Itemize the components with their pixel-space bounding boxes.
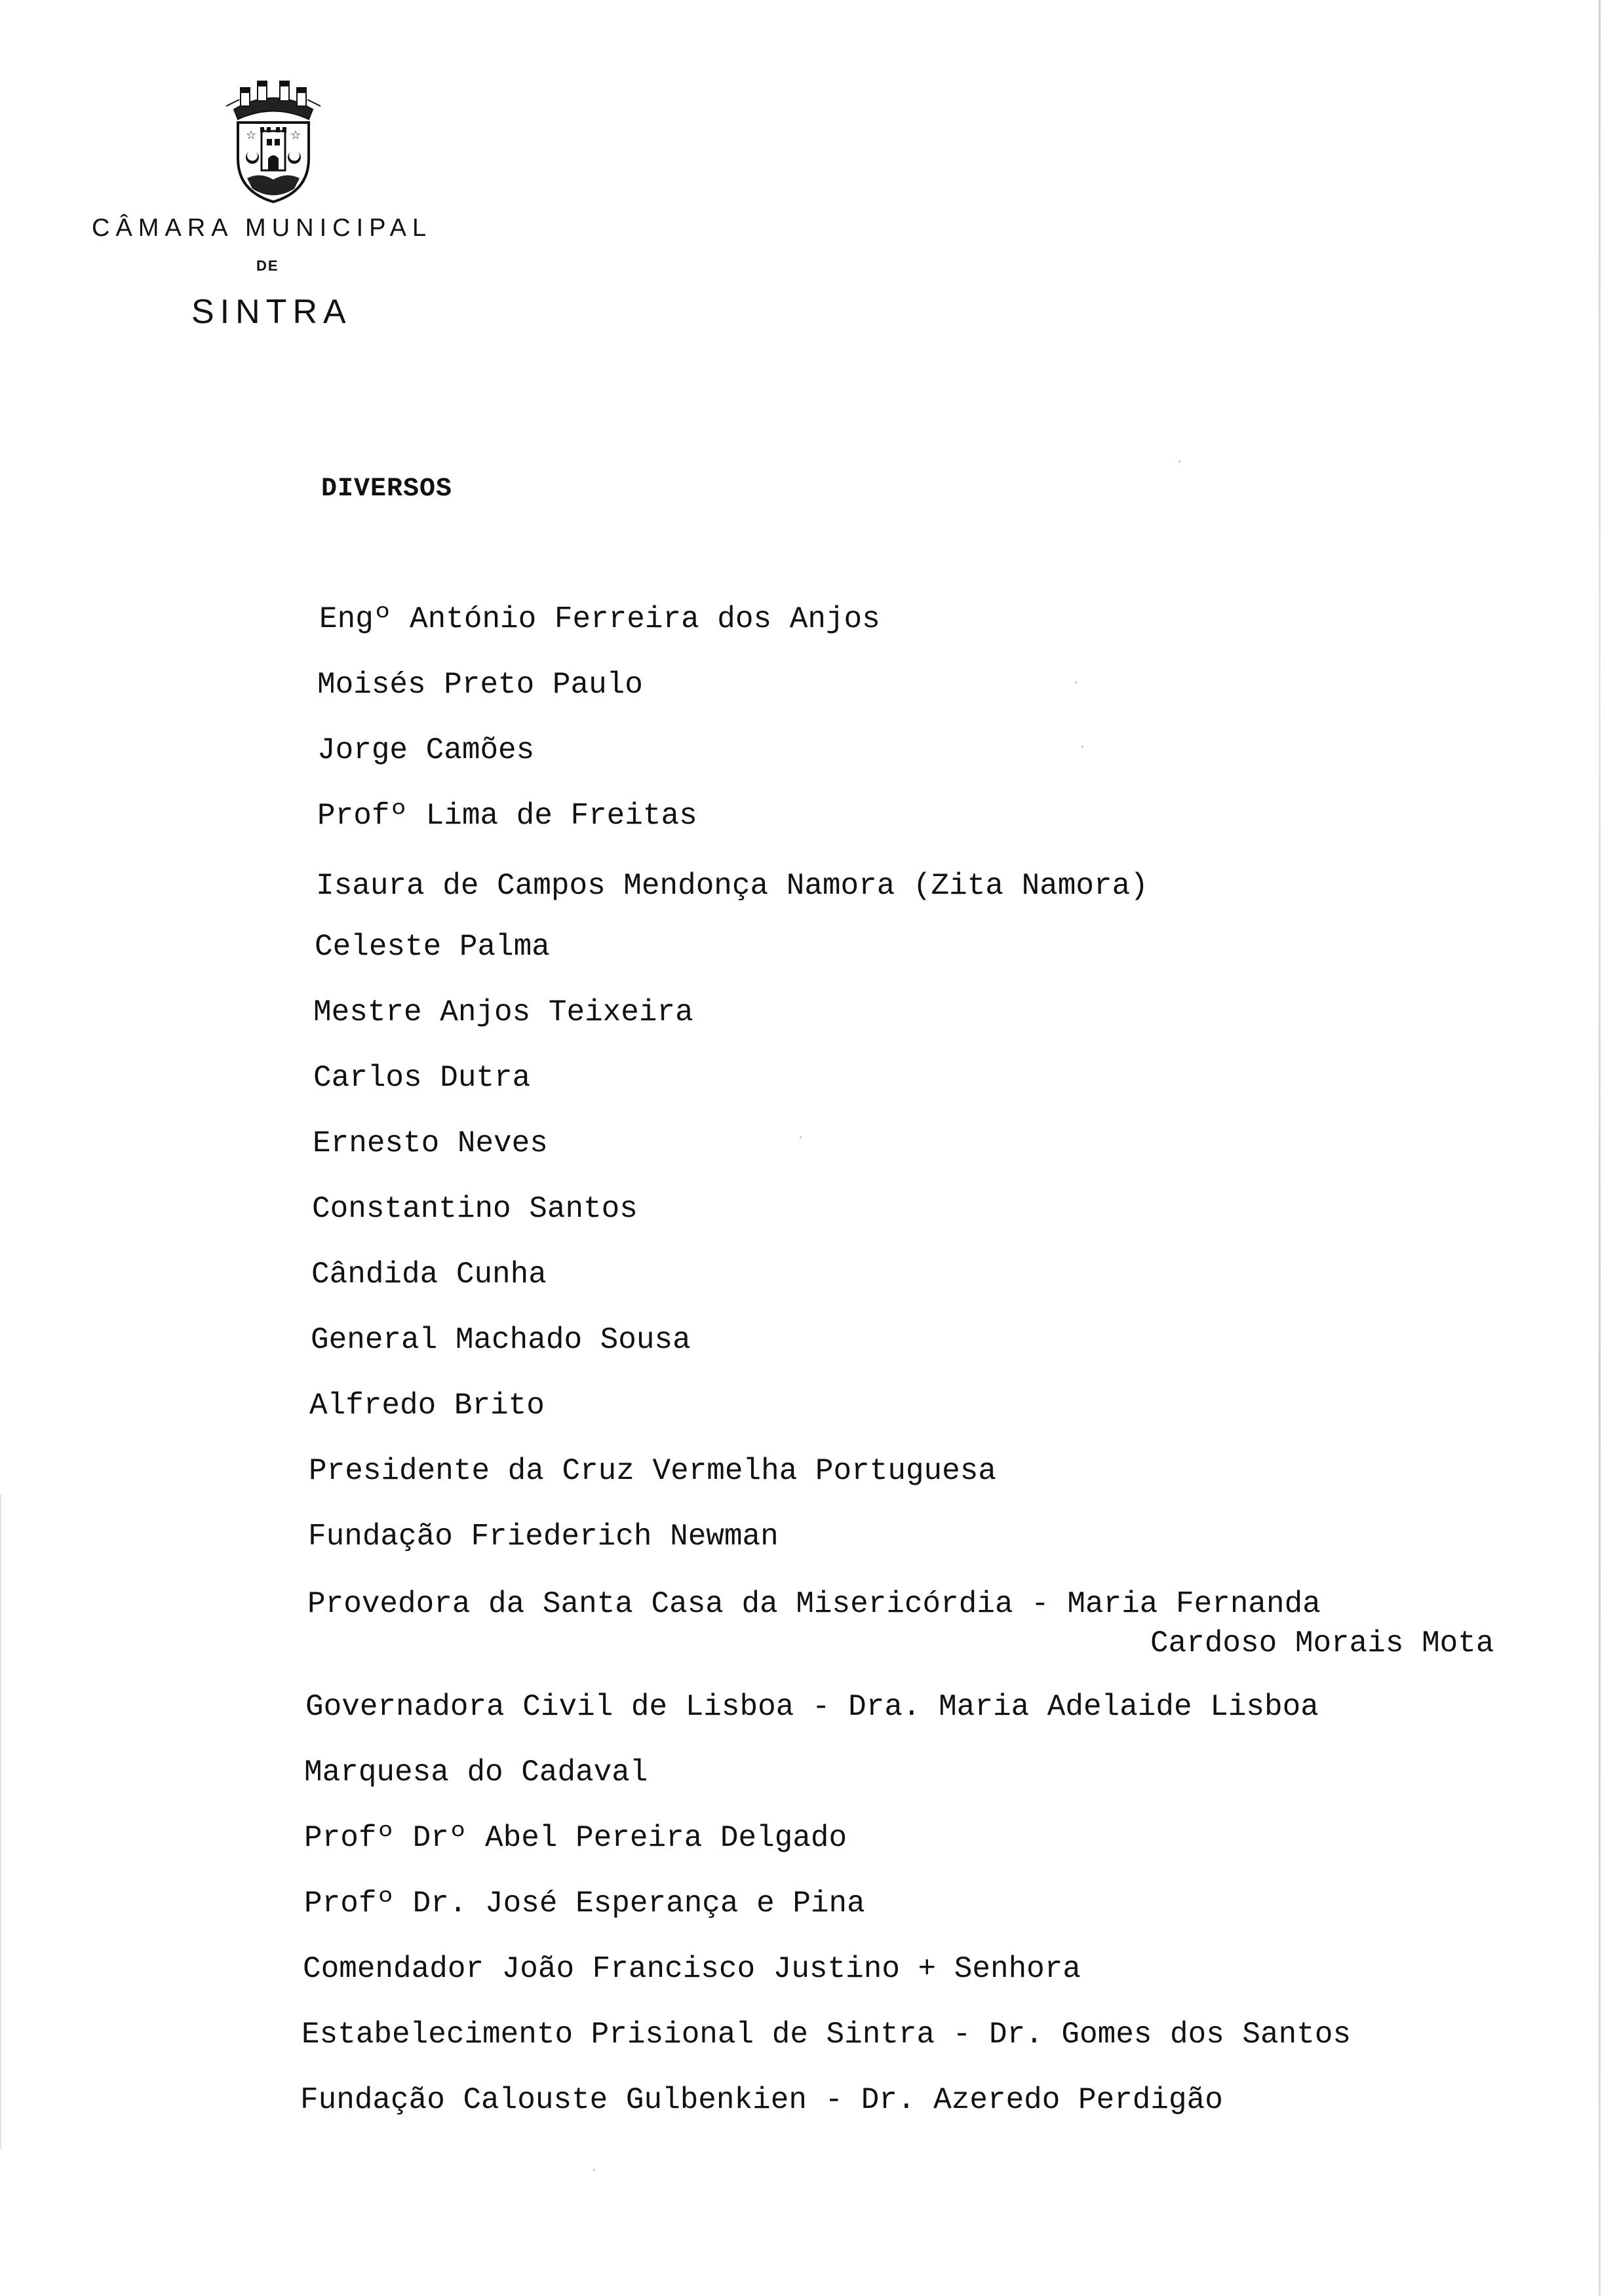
list-item: Engº António Ferreira dos Anjos xyxy=(319,602,880,636)
list-item: Mestre Anjos Teixeira xyxy=(313,995,693,1029)
list-item: Profº Dr. José Esperança e Pina xyxy=(304,1886,865,1921)
list-item: Isaura de Campos Mendonça Namora (Zita Namora) xyxy=(316,869,1148,903)
list-item: Profº Drº Abel Pereira Delgado xyxy=(304,1821,847,1855)
list-item: Constantino Santos xyxy=(312,1192,638,1226)
scan-speck xyxy=(800,1136,802,1138)
list-item: Moisés Preto Paulo xyxy=(317,668,643,702)
municipal-coat-of-arms-icon xyxy=(221,73,326,204)
list-item: Cândida Cunha xyxy=(311,1257,547,1292)
letterhead-city: SINTRA xyxy=(191,293,352,331)
scan-speck xyxy=(1178,461,1180,463)
list-item: Jorge Camões xyxy=(317,733,535,767)
page-edge-shadow xyxy=(1599,0,1601,2296)
list-item: Governadora Civil de Lisboa - Dra. Maria Adelaide Lisboa xyxy=(305,1690,1319,1724)
list-item: Comendador João Francisco Justino + Senhora xyxy=(303,1952,1081,1986)
list-item: Celeste Palma xyxy=(315,930,550,964)
scan-speck xyxy=(1075,681,1077,683)
list-item: Provedora da Santa Casa da Misericórdia - Maria Fernanda xyxy=(307,1587,1321,1621)
letterhead-municipality: CÂMARA MUNICIPAL xyxy=(92,214,433,242)
scan-speck xyxy=(1081,746,1083,748)
list-item: Fundação Friederich Newman xyxy=(308,1520,779,1554)
svg-text:☆: ☆ xyxy=(246,128,257,142)
list-item: General Machado Sousa xyxy=(311,1323,691,1357)
letterhead-preposition: DE xyxy=(256,258,279,274)
list-item: Alfredo Brito xyxy=(309,1388,545,1423)
list-item: Fundação Calouste Gulbenkien - Dr. Azeredo Perdigão xyxy=(300,2083,1223,2117)
scan-speck xyxy=(593,2169,595,2171)
section-heading: DIVERSOS xyxy=(321,474,453,504)
list-item: Profº Lima de Freitas xyxy=(317,799,697,833)
list-item: Marquesa do Cadaval xyxy=(304,1755,648,1789)
list-item: Estabelecimento Prisional de Sintra - Dr. Gomes dos Santos xyxy=(302,2018,1352,2052)
list-item: Presidente da Cruz Vermelha Portuguesa xyxy=(309,1454,996,1488)
svg-text:☆: ☆ xyxy=(290,128,302,142)
list-item: Ernesto Neves xyxy=(313,1126,548,1160)
list-item-continuation: Cardoso Morais Mota xyxy=(1150,1626,1494,1660)
list-item: Carlos Dutra xyxy=(313,1061,531,1095)
page-edge-shadow-left xyxy=(0,1494,1,2149)
